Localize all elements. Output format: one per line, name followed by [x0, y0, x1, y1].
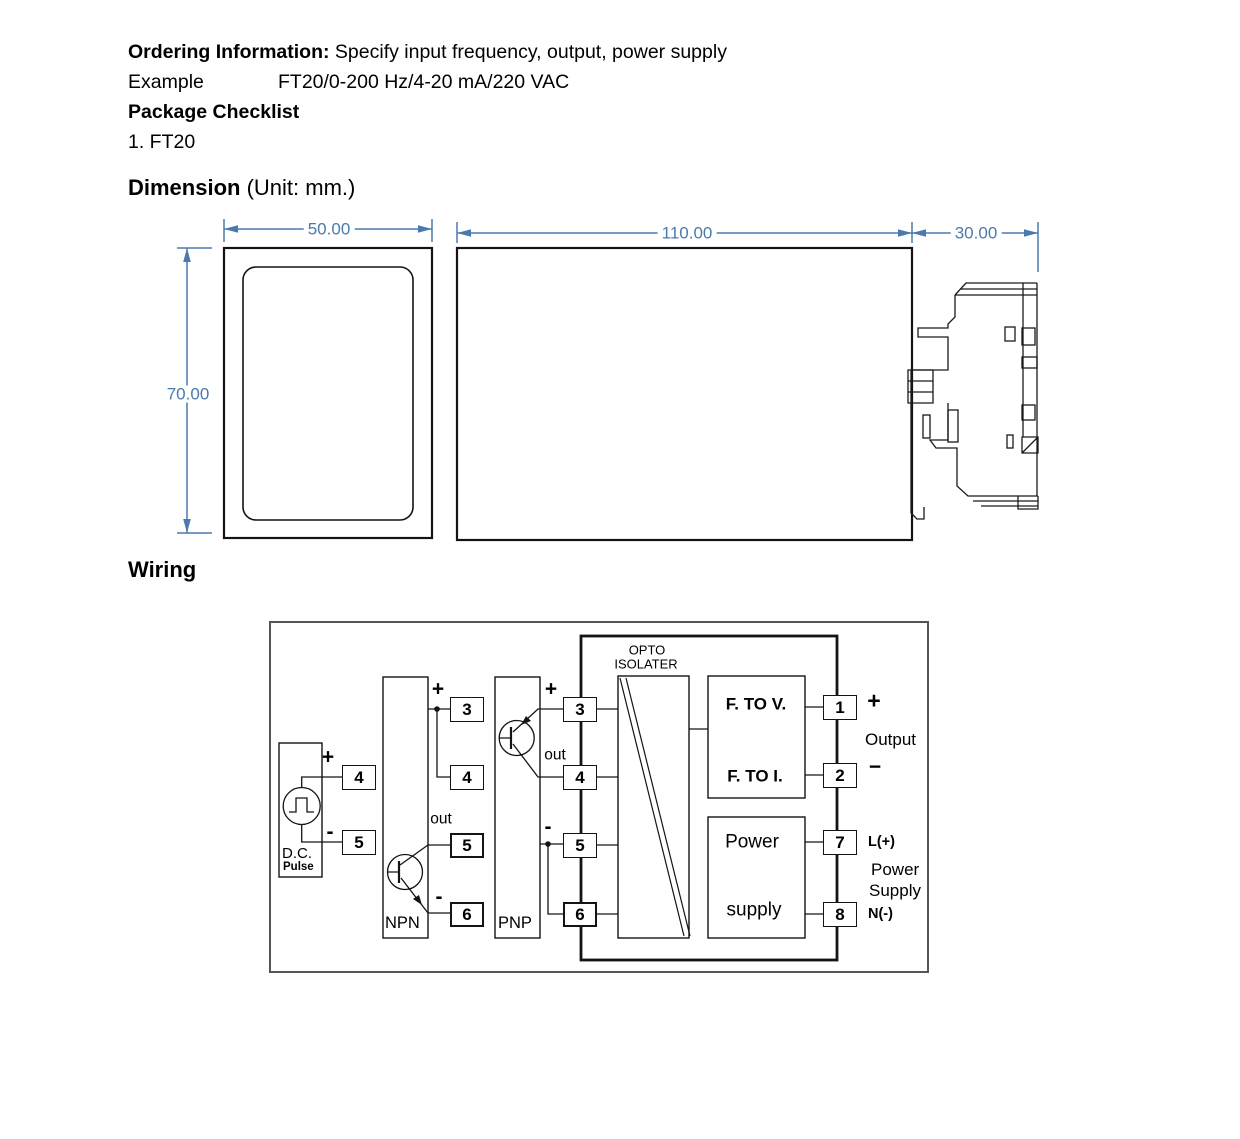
wiring-diagram: [269, 621, 929, 973]
npn-plus-label: +: [431, 677, 445, 701]
dim-front-height: 70.00: [163, 386, 214, 403]
terminal-dc-5: 5: [342, 830, 376, 855]
terminal-pnp-3: 3: [563, 697, 597, 722]
terminal-out-7: 7: [823, 830, 857, 855]
dimension-lines: [177, 219, 1038, 533]
pnp-minus-label: -: [544, 815, 552, 839]
terminal-npn-5: 5: [450, 833, 484, 858]
example-label: Example: [128, 71, 204, 93]
terminal-npn-6: 6: [450, 902, 484, 927]
dimension-heading-bold: Dimension: [128, 175, 241, 200]
terminal-pnp-5: 5: [563, 833, 597, 858]
npn-minus-label: -: [435, 885, 443, 909]
l-plus-label: L(+): [868, 834, 895, 850]
top-view-drawing: [457, 248, 912, 540]
opto-label-line2: ISOLATER: [614, 656, 678, 672]
wiring-heading: Wiring: [128, 557, 197, 582]
power-box-line2: supply: [726, 899, 782, 921]
terminal-out-8: 8: [823, 902, 857, 927]
package-item: 1. FT20: [128, 131, 196, 153]
terminal-npn-4: 4: [450, 765, 484, 790]
dc-plus-label: +: [321, 745, 335, 769]
dim-side-depth: 30.00: [951, 225, 1002, 242]
output-plus-label: +: [867, 687, 881, 714]
pnp-box: [495, 677, 540, 938]
terminal-pnp-6: 6: [563, 902, 597, 927]
dimension-unit: (Unit: mm.): [240, 175, 356, 200]
npn-box: [383, 677, 428, 938]
pnp-label: PNP: [498, 914, 532, 932]
ordering-info-line: [128, 41, 727, 63]
power-box-line1: Power: [725, 831, 779, 853]
dimension-drawing-svg: [150, 215, 1060, 555]
ordering-info-label: Ordering Information:: [128, 41, 330, 63]
f-to-v-label: F. TO V.: [725, 694, 787, 714]
package-checklist-heading: Package Checklist: [128, 101, 300, 123]
dimension-heading: [128, 176, 355, 200]
example-line: [128, 71, 570, 93]
front-view-drawing: [224, 248, 432, 538]
ordering-info-text: Specify input frequency, output, power supply: [329, 41, 727, 63]
terminal-npn-3: 3: [450, 697, 484, 722]
npn-out-label: out: [430, 810, 452, 828]
dc-minus-label: -: [326, 820, 334, 844]
terminal-out-1: 1: [823, 695, 857, 720]
power-supply-line2: Supply: [869, 881, 921, 900]
n-minus-label: N(-): [868, 906, 893, 922]
terminal-pnp-4: 4: [563, 765, 597, 790]
dc-label-line2: Pulse: [283, 861, 314, 873]
side-profile-drawing: [908, 283, 1038, 519]
power-supply-line1: Power: [871, 860, 920, 879]
dim-front-width: 50.00: [304, 221, 355, 238]
opto-label-line1: OPTO: [628, 642, 666, 658]
pnp-out-label: out: [544, 746, 566, 764]
output-minus-label: −: [868, 755, 882, 779]
terminal-out-2: 2: [823, 763, 857, 788]
output-label: Output: [865, 730, 917, 749]
npn-label: NPN: [385, 914, 420, 932]
dim-body-depth: 110.00: [658, 225, 717, 242]
example-value: FT20/0-200 Hz/4-20 mA/220 VAC: [278, 71, 570, 93]
f-to-i-label: F. TO I.: [727, 766, 783, 786]
terminal-dc-4: 4: [342, 765, 376, 790]
dimension-section: [150, 215, 1060, 555]
dc-label-line1: D.C.: [282, 845, 312, 862]
pnp-plus-label: +: [544, 677, 558, 701]
